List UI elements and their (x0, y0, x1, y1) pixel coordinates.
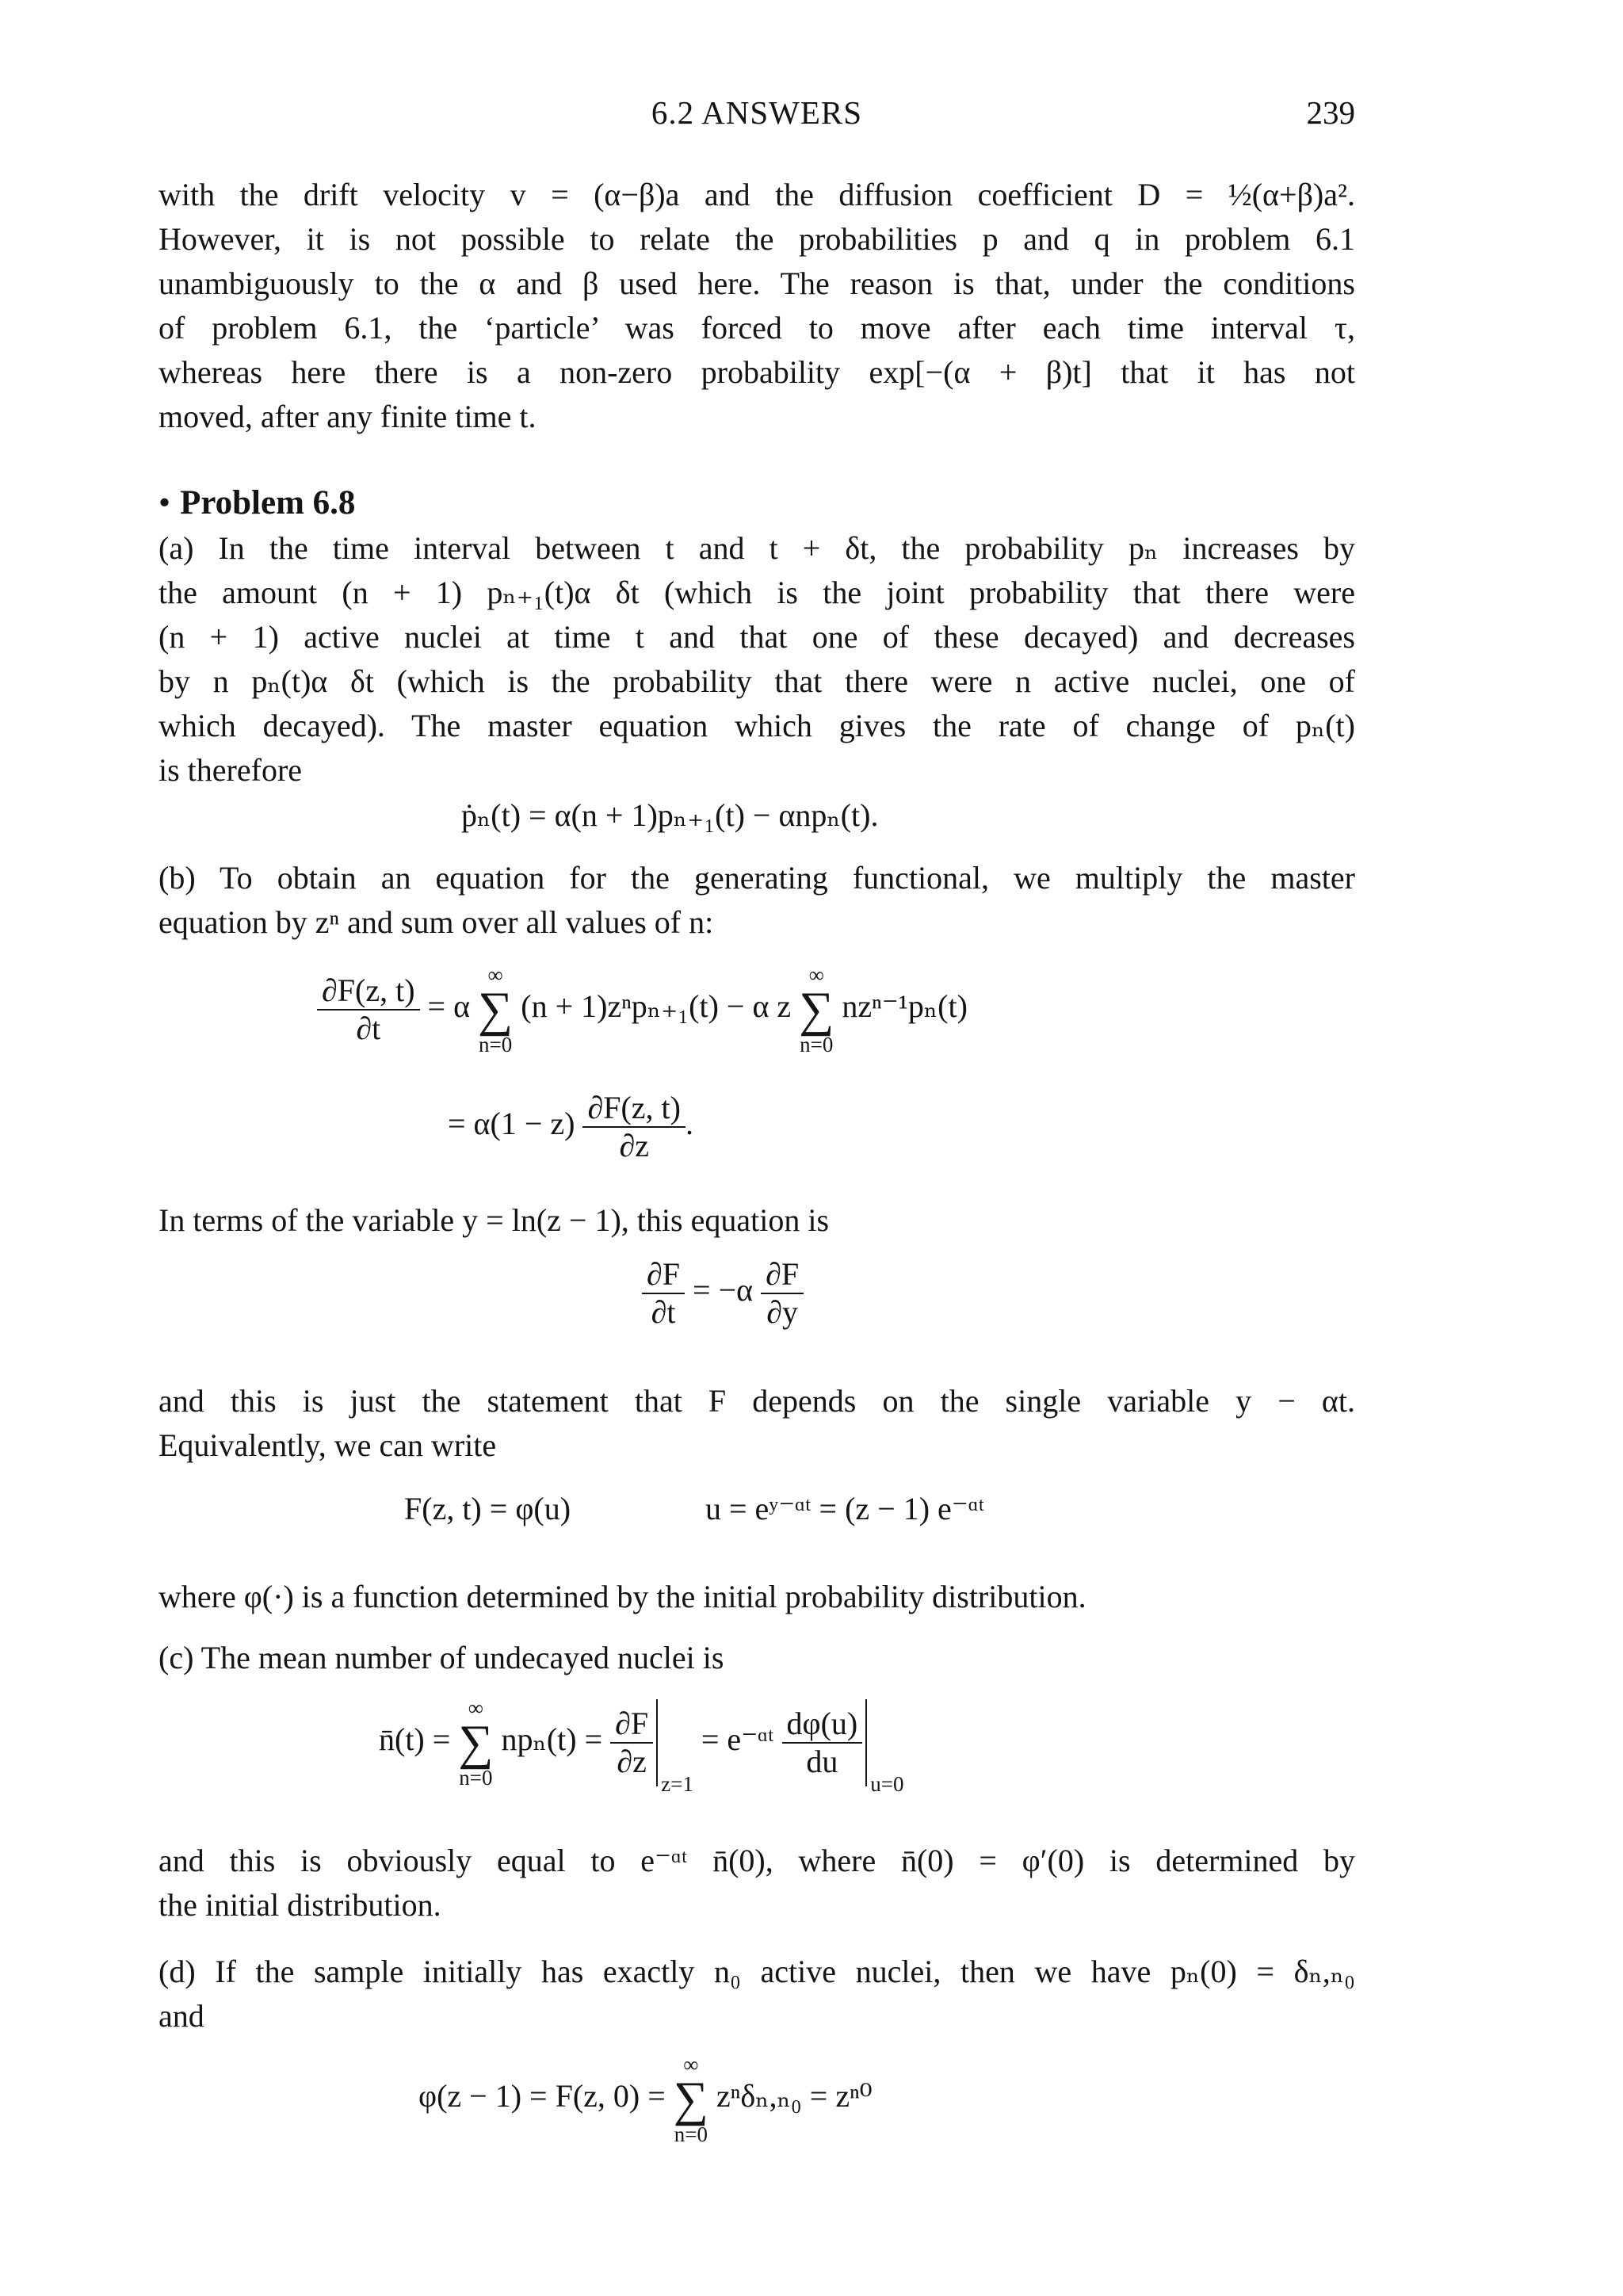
numerator: ∂F(z, t) (582, 1090, 685, 1128)
text-line: of problem 6.1, the ‘particle’ was forced to move after each time interval τ, (158, 310, 1355, 346)
text-line: which decayed). The master equation which gives the rate of change of pₙ(t) (158, 708, 1355, 743)
solution-form-right: u = eʸ⁻ᵅᵗ = (z − 1) e⁻ᵅᵗ (705, 1491, 985, 1526)
denominator: ∂z (619, 1128, 649, 1163)
sum-term: (n + 1)zⁿpₙ₊₁(t) − α z (521, 988, 792, 1025)
equation-lhs: φ(z − 1) = F(z, 0) = (418, 2078, 666, 2115)
sum-symbol: ∞ ∑ n=0 (478, 963, 514, 1056)
text-line: and this is obviously equal to e⁻ᵅᵗ n̄(0), where n̄(0) = φ′(0) is determined by (158, 1843, 1355, 1878)
evaluation-bar (865, 1699, 867, 1786)
text-line: is therefore (158, 752, 303, 788)
text-line: the amount (n + 1) pₙ₊₁(t)α δt (which is the joint probability that there were (158, 575, 1355, 610)
obvious-result-paragraph (158, 1839, 1355, 1927)
text-line: (a) In the time interval between t and t + δt, the probability pₙ increases by (158, 530, 1355, 566)
denominator: ∂z (617, 1744, 647, 1779)
text-line: with the drift velocity v = (α−β)a and the diffusion coefficient D = ½(α+β)a². (158, 177, 1355, 212)
fraction (642, 1256, 685, 1331)
sum-symbol: ∞ ∑ n=0 (673, 2053, 708, 2146)
initial-condition-equation (418, 2053, 873, 2146)
evaluation-bar (656, 1699, 658, 1786)
equals-exponential: = e⁻ᵅᵗ (701, 1721, 774, 1758)
denominator: ∂t (651, 1294, 676, 1330)
section-title: 6.2 ANSWERS (651, 94, 863, 131)
fraction (782, 1706, 863, 1780)
part-d-paragraph (158, 1950, 1355, 2038)
part-c-line (158, 1636, 1355, 1680)
denominator: ∂t (356, 1010, 381, 1046)
master-equation: ṗₙ(t) = α(n + 1)pₙ₊₁(t) − αnpₙ(t). (461, 797, 879, 833)
sum-term: npₙ(t) = (501, 1721, 603, 1758)
running-header (158, 94, 1355, 141)
text-line: equation by zⁿ and sum over all values of n: (158, 904, 714, 940)
problem-heading (158, 483, 355, 522)
text-line: and this is just the statement that F depends on the single variable y − αt. (158, 1383, 1355, 1419)
numerator: ∂F (610, 1706, 653, 1744)
text-line: (d) If the sample initially has exactly n₀ active nuclei, then we have pₙ(0) = δₙ,ₙ₀ (158, 1954, 1355, 1989)
text-line: moved, after any finite time t. (158, 399, 537, 434)
variable-change-line (158, 1198, 1355, 1243)
period: . (685, 1106, 693, 1142)
sum-lower-limit: n=0 (800, 1033, 834, 1056)
evaluation-point: u=0 (870, 1772, 904, 1797)
evaluation-point: z=1 (661, 1772, 693, 1797)
equation-lhs: n̄(t) = (379, 1721, 451, 1758)
text-line: by n pₙ(t)α δt (which is the probability that there were n active nuclei, one of (158, 663, 1355, 699)
text-line: (c) The mean number of undecayed nuclei is (158, 1640, 724, 1675)
part-b-paragraph (158, 856, 1355, 945)
text-line: where φ(·) is a function determined by the initial probability distribution. (158, 1579, 1086, 1614)
sum-upper-limit: ∞ (808, 963, 824, 987)
part-a-paragraph (158, 526, 1355, 793)
sum-lower-limit: n=0 (479, 1033, 513, 1056)
solution-form-left: F(z, t) = φ(u) (404, 1491, 571, 1526)
numerator: dφ(u) (782, 1706, 863, 1744)
fraction (582, 1090, 685, 1164)
denominator: du (806, 1744, 838, 1779)
denominator: ∂y (766, 1294, 798, 1330)
text-line: (b) To obtain an equation for the generating functional, we multiply the master (158, 860, 1355, 896)
text-line: In terms of the variable y = ln(z − 1), this equation is (158, 1202, 830, 1238)
sum-upper-limit: ∞ (468, 1696, 484, 1720)
phi-definition-line (158, 1575, 1355, 1619)
text-line: (n + 1) active nuclei at time t and that one of these decayed) and decreases (158, 619, 1355, 655)
text-line: unambiguously to the α and β used here. The reason is that, under the conditions (158, 266, 1355, 301)
sum-lower-limit: n=0 (674, 2122, 708, 2146)
equation-prefix: = α(1 − z) (448, 1106, 575, 1142)
fraction (761, 1256, 804, 1331)
bullet-icon: • (158, 484, 171, 521)
transformed-equation (642, 1256, 804, 1331)
text-line: and (158, 1998, 204, 2034)
sum-symbol: ∞ ∑ n=0 (799, 963, 834, 1056)
generating-function-result (448, 1090, 693, 1164)
text-line: However, it is not possible to relate the probabilities p and q in problem 6.1 (158, 221, 1355, 257)
page-number: 239 (1306, 94, 1355, 131)
sum-symbol: ∞ ∑ n=0 (458, 1696, 494, 1790)
generating-function-equation (317, 963, 968, 1056)
sum-term: nzⁿ⁻¹pₙ(t) (842, 988, 968, 1025)
intro-paragraph (158, 173, 1355, 439)
fraction (610, 1706, 653, 1780)
numerator: ∂F (761, 1256, 804, 1294)
fraction (317, 972, 420, 1047)
numerator: ∂F(z, t) (317, 972, 420, 1010)
mean-number-equation (379, 1696, 903, 1797)
text-line: whereas here there is a non-zero probability exp[−(α + β)t] that it has not (158, 354, 1355, 390)
equation-rhs: zⁿδₙ,ₙ₀ = zⁿ⁰ (716, 2078, 873, 2115)
sum-lower-limit: n=0 (459, 1766, 493, 1790)
equals-alpha: = α (427, 988, 471, 1025)
sum-upper-limit: ∞ (487, 963, 503, 987)
text-line: Equivalently, we can write (158, 1427, 497, 1463)
sum-upper-limit: ∞ (683, 2053, 699, 2076)
statement-paragraph (158, 1379, 1355, 1468)
numerator: ∂F (642, 1256, 685, 1294)
text-line: the initial distribution. (158, 1887, 441, 1923)
equals-minus-alpha: = −α (693, 1272, 754, 1308)
problem-title: Problem 6.8 (180, 484, 356, 521)
